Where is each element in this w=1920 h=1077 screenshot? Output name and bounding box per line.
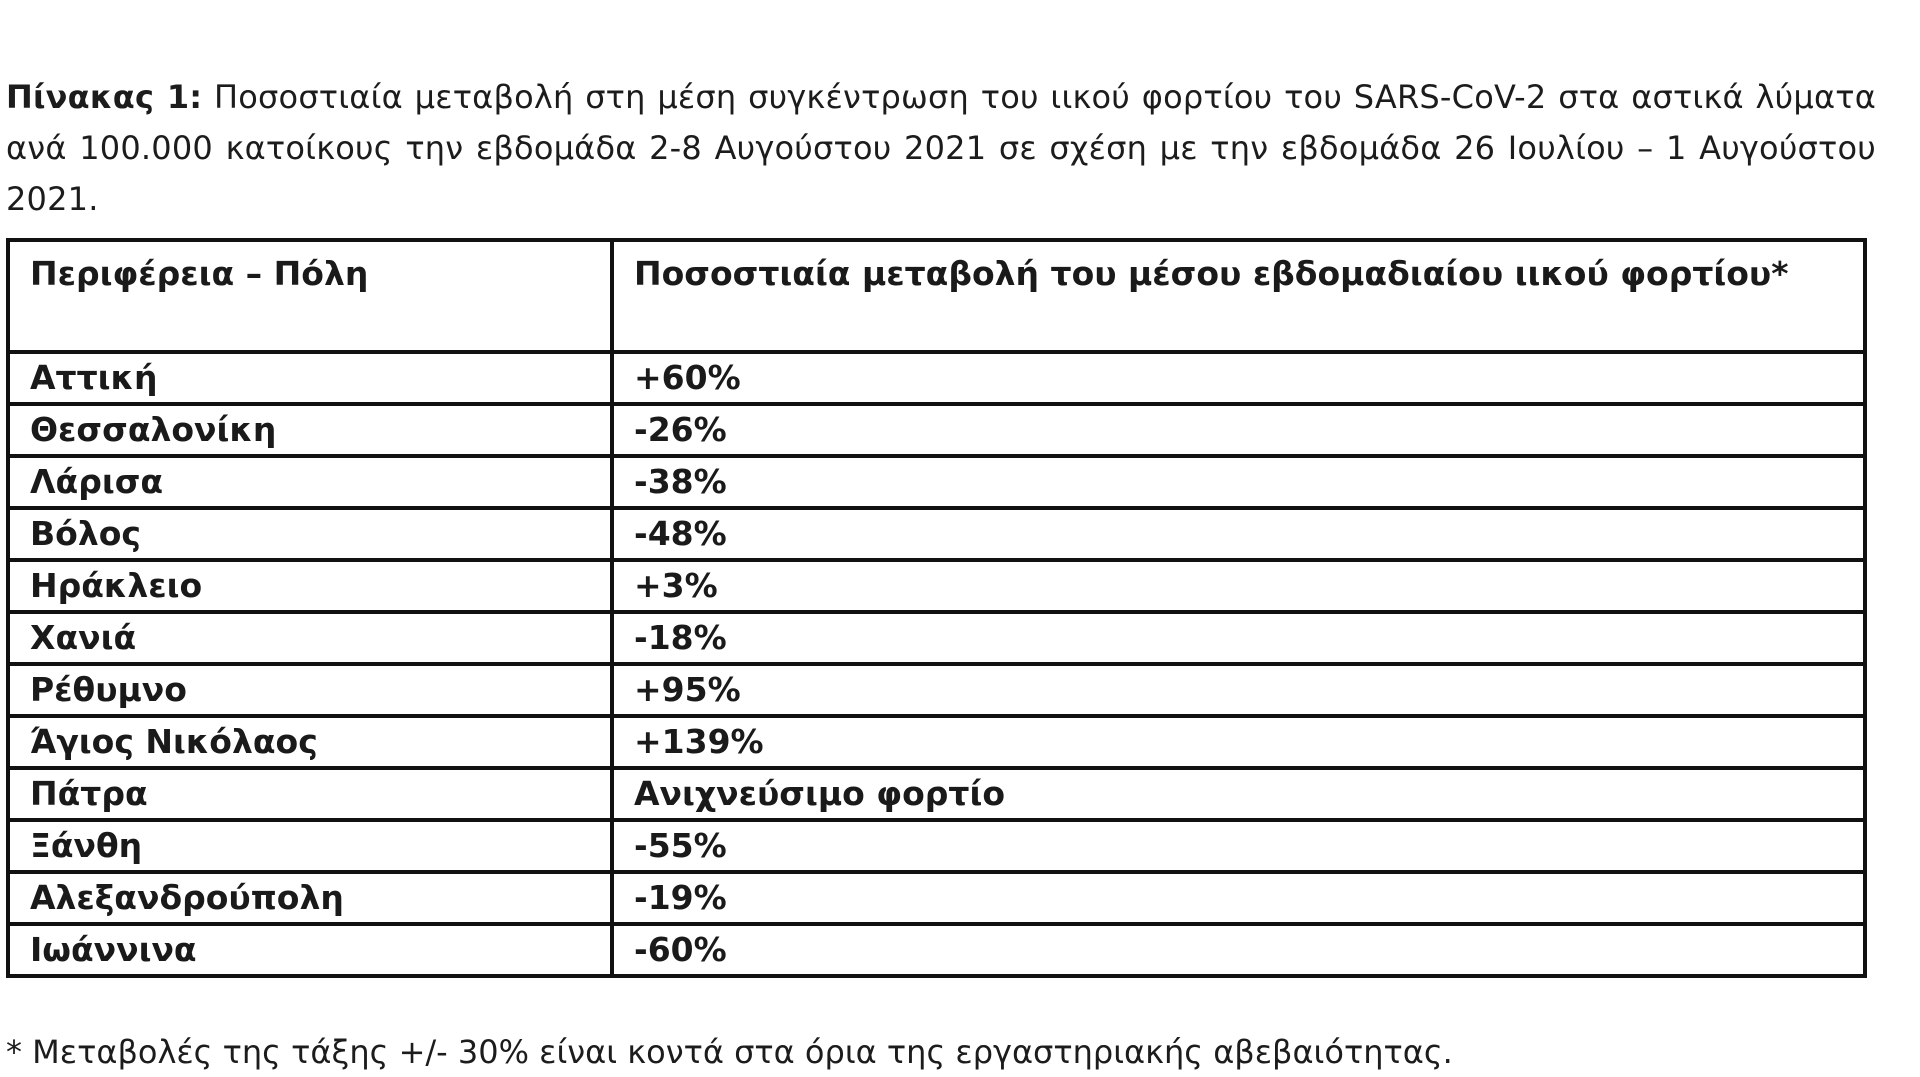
cell-change: -55% xyxy=(612,820,1865,872)
table-row xyxy=(8,924,1865,976)
table-row xyxy=(8,612,1865,664)
cell-change: -60% xyxy=(612,924,1865,976)
table-row xyxy=(8,664,1865,716)
table-header-row xyxy=(8,240,1865,352)
table-row xyxy=(8,508,1865,560)
cell-change: +3% xyxy=(612,560,1865,612)
table-body xyxy=(8,352,1865,976)
cell-region: Χανιά xyxy=(8,612,612,664)
table-caption xyxy=(6,72,1876,225)
caption-label: Πίνακας 1: xyxy=(6,78,203,116)
cell-region: Άγιος Νικόλαος xyxy=(8,716,612,768)
table-row xyxy=(8,404,1865,456)
table-row xyxy=(8,456,1865,508)
table-footnote: * Μεταβολές της τάξης +/- 30% είναι κοντά στα όρια της εργαστηριακής αβεβαιότητας. xyxy=(6,1033,1453,1071)
table-row xyxy=(8,560,1865,612)
cell-change: +139% xyxy=(612,716,1865,768)
cell-change: -38% xyxy=(612,456,1865,508)
header-region-city: Περιφέρεια – Πόλη xyxy=(8,240,612,352)
table-row xyxy=(8,352,1865,404)
cell-change: +95% xyxy=(612,664,1865,716)
cell-change: -18% xyxy=(612,612,1865,664)
cell-change: Ανιχνεύσιμο φορτίο xyxy=(612,768,1865,820)
cell-region: Ηράκλειο xyxy=(8,560,612,612)
table-row xyxy=(8,872,1865,924)
cell-region: Ιωάννινα xyxy=(8,924,612,976)
table-row xyxy=(8,768,1865,820)
cell-region: Ρέθυμνο xyxy=(8,664,612,716)
cell-change: +60% xyxy=(612,352,1865,404)
cell-region: Ξάνθη xyxy=(8,820,612,872)
cell-change: -26% xyxy=(612,404,1865,456)
cell-change: -48% xyxy=(612,508,1865,560)
cell-region: Βόλος xyxy=(8,508,612,560)
header-percent-change: Ποσοστιαία μεταβολή του μέσου εβδομαδιαίου ιικού φορτίου* xyxy=(612,240,1865,352)
table-row xyxy=(8,716,1865,768)
cell-region: Αττική xyxy=(8,352,612,404)
results-table xyxy=(6,238,1867,978)
table-row xyxy=(8,820,1865,872)
cell-region: Λάρισα xyxy=(8,456,612,508)
cell-region: Αλεξανδρούπολη xyxy=(8,872,612,924)
cell-region: Πάτρα xyxy=(8,768,612,820)
cell-region: Θεσσαλονίκη xyxy=(8,404,612,456)
caption-text: Ποσοστιαία μεταβολή στη μέση συγκέντρωση του ιικού φορτίου του SARS-CoV-2 στα αστικά λύματα ανά 100.000 κατοίκους την εβδομάδα 2-8 Αυγούστου 2021 σε σχέση με την εβδομάδα 26 Ιουλίου – 1 Αυγούστου 2021. xyxy=(6,78,1877,218)
cell-change: -19% xyxy=(612,872,1865,924)
